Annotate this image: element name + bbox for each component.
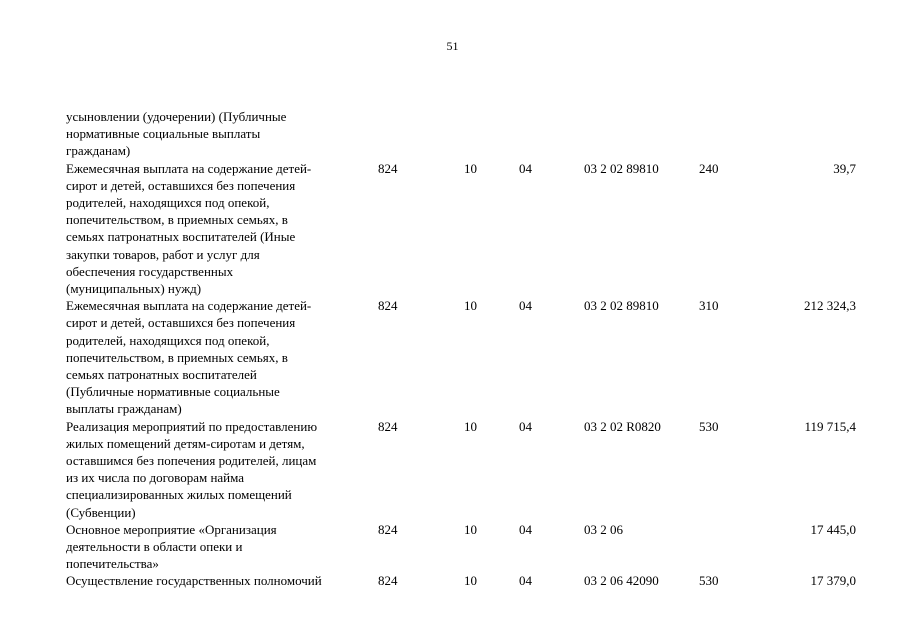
page-number: 51 bbox=[446, 39, 459, 53]
row-vr: 530 bbox=[699, 418, 719, 434]
row-ved bbox=[378, 108, 464, 160]
row-sum: 212 324,3 bbox=[804, 298, 856, 314]
row-name: усыновлении (удочерении) (Публичные нормативные социальные выплаты гражданам) bbox=[66, 109, 287, 159]
row-csr: 03 2 06 42090 bbox=[584, 573, 659, 589]
row-razd: 10 bbox=[464, 160, 477, 176]
row-podr: 04 bbox=[519, 521, 532, 537]
row-csr: 03 2 02 89810 bbox=[584, 298, 659, 314]
table-row bbox=[66, 160, 856, 298]
row-sum: 39,7 bbox=[833, 160, 856, 176]
row-podr: 04 bbox=[519, 418, 532, 434]
row-vr: 310 bbox=[699, 298, 719, 314]
row-razd: 10 bbox=[464, 298, 477, 314]
row-name: Реализация мероприятий по предоставлению жилых помещений детям-сиротам и детям, оставшимся без попечения родителей, лицам из их числа по договорам найма специализированных жилых помещений (Субвенции) bbox=[66, 418, 318, 520]
table-row bbox=[66, 572, 856, 589]
row-podr: 04 bbox=[519, 298, 532, 314]
row-razd: 10 bbox=[464, 521, 477, 537]
budget-table bbox=[66, 108, 856, 590]
row-ved: 824 bbox=[378, 521, 398, 537]
table-row bbox=[66, 297, 856, 417]
row-podr: 04 bbox=[519, 573, 532, 589]
row-name: Ежемесячная выплата на содержание детей- сирот и детей, оставшихся без попечения родителей, находящихся под опекой, попечительством, в приемных семьях, в семьях патронатных воспитателей (Иные закупки товаров, работ и услуг для обеспечения государственных (муниципальных) нужд) bbox=[66, 160, 312, 297]
row-csr: 03 2 02 89810 bbox=[584, 160, 659, 176]
row-vr: 530 bbox=[699, 573, 719, 589]
row-vr bbox=[699, 108, 759, 160]
row-ved: 824 bbox=[378, 298, 398, 314]
row-ved: 824 bbox=[378, 418, 398, 434]
row-podr: 04 bbox=[519, 160, 532, 176]
row-name: Ежемесячная выплата на содержание детей- сирот и детей, оставшихся без попечения родителей, находящихся под опекой, попечительством, в приемных семьях, в семьях патронатных воспитателей (Публичные нормативные социальные выплаты гражданам) bbox=[66, 298, 312, 417]
row-name: Осуществление государственных полномочий bbox=[66, 573, 322, 589]
row-sum: 119 715,4 bbox=[804, 418, 856, 434]
row-sum: 17 379,0 bbox=[810, 573, 856, 589]
row-vr bbox=[699, 521, 759, 573]
row-ved: 824 bbox=[378, 573, 398, 589]
table-row bbox=[66, 521, 856, 573]
table-row bbox=[66, 108, 856, 160]
row-razd bbox=[464, 108, 519, 160]
table-row bbox=[66, 418, 856, 521]
row-sum: 17 445,0 bbox=[810, 521, 856, 537]
row-razd: 10 bbox=[464, 418, 477, 434]
row-razd: 10 bbox=[464, 573, 477, 589]
row-vr: 240 bbox=[699, 160, 719, 176]
row-name: Основное мероприятие «Организация деятельности в области опеки и попечительства» bbox=[66, 521, 277, 572]
row-sum bbox=[759, 108, 856, 160]
row-csr: 03 2 02 R0820 bbox=[584, 418, 661, 434]
row-ved: 824 bbox=[378, 160, 398, 176]
row-csr: 03 2 06 bbox=[584, 521, 623, 537]
row-csr bbox=[584, 108, 699, 160]
row-podr bbox=[519, 108, 584, 160]
